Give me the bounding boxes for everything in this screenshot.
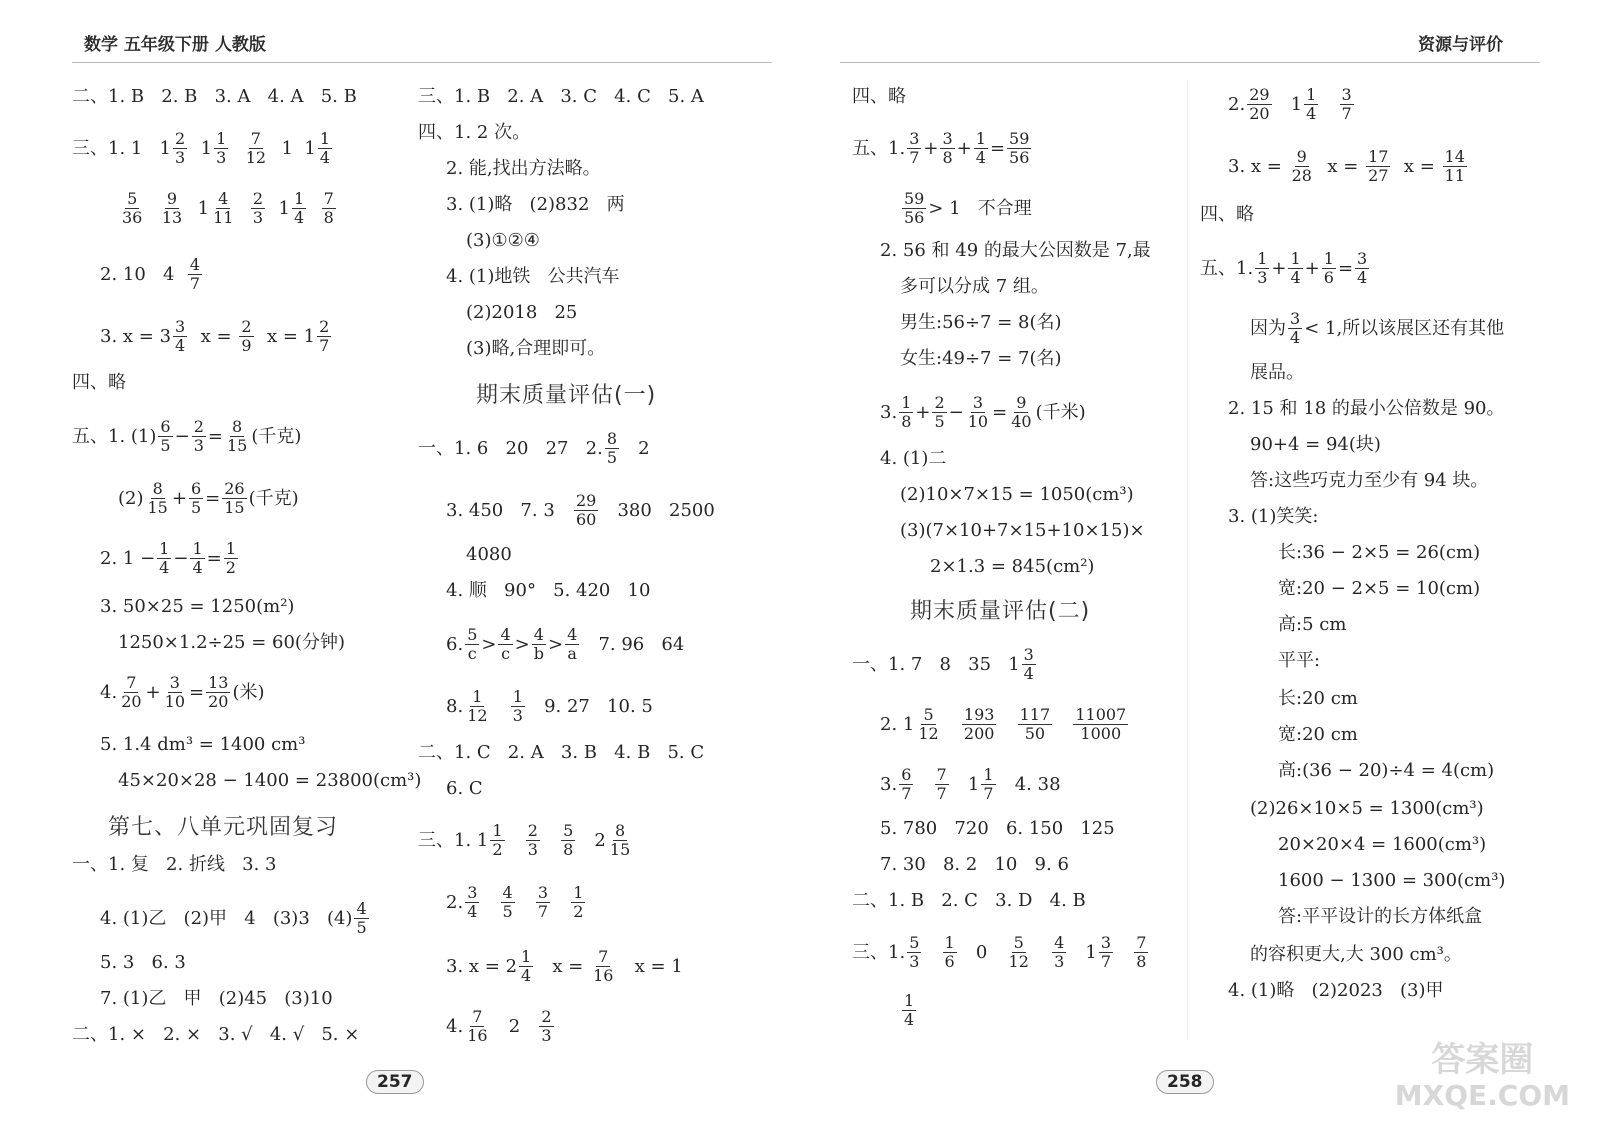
section-heading: 期末质量评估(二): [910, 599, 1091, 624]
answer-line: (2)2018 25: [466, 302, 578, 323]
fraction: $\frac{1}{3}$: [1257, 249, 1268, 287]
answer-line: 4. (1)二: [880, 448, 947, 469]
answer-line: 20×20×4 = 1600(cm³): [1278, 834, 1487, 855]
answer-line: 四、略: [72, 372, 126, 393]
answer-line: 45×20×28 − 1400 = 23800(cm³): [118, 770, 422, 791]
fraction: $\frac{5}{c}$: [467, 625, 478, 663]
answer-line: 4. (1)地铁 公共汽车: [446, 266, 620, 287]
fraction: $\frac{3}{4}$: [1023, 645, 1034, 683]
fraction: $\frac{4}{11}$: [213, 189, 234, 227]
fraction: $\frac{1}{4}$: [319, 129, 331, 167]
watermark-logo: [1395, 1042, 1570, 1114]
answer-line: 2. 10 4 $\frac{4}{7}$: [100, 255, 201, 293]
watermark-line1: 答案圈: [1431, 1040, 1534, 1080]
fraction: $\frac{5}{3}$: [909, 933, 920, 971]
answer-line: 宽:20 cm: [1278, 724, 1358, 745]
header-title-right: 资源与评价: [1418, 35, 1503, 55]
answer-line: 平平:: [1278, 650, 1321, 671]
answer-line: 7. 30 8. 2 10 9. 6: [880, 854, 1069, 875]
answer-line: 2. 1 $\frac{5}{12}$ $\frac{193}{200}$ $\frac{117}{50}$ $\frac{11007}{1000}$: [880, 705, 1127, 743]
fraction: $\frac{29}{20}$: [1249, 85, 1270, 123]
fraction: $\frac{5}{36}$: [122, 189, 143, 227]
fraction: $\frac{13}{20}$: [208, 673, 229, 711]
answer-line: 4. $\frac{7}{16}$ 2 $\frac{2}{3}$: [446, 1007, 552, 1045]
answer-line: 二、1. C 2. A 3. B 4. B 5. C: [418, 742, 705, 763]
answer-line: 四、略: [1200, 204, 1254, 225]
header-title-left: 数学 五年级下册 人教版: [84, 35, 266, 55]
answer-line: 4. (1)乙 (2)甲 4 (3)3 (4) $\frac{4}{5}$: [100, 899, 367, 937]
fraction: $\frac{8}{15}$: [226, 417, 248, 455]
answer-line: 2. $\frac{29}{20}$ 1 $\frac{1}{4}$ $\frac{3}{7}$: [1228, 85, 1352, 123]
answer-line: 6. C: [446, 778, 483, 799]
fraction: $\frac{1}{6}$: [1323, 249, 1334, 287]
fraction: $\frac{6}{5}$: [160, 417, 171, 455]
fraction: $\frac{1}{4}$: [521, 947, 532, 985]
answer-line: 7. (1)乙 甲 (2)45 (3)10: [100, 988, 333, 1009]
answer-line: 四、略: [852, 86, 906, 107]
answer-line: 的容积更大,大 300 cm³。: [1250, 944, 1462, 965]
answer-line: 五、1. (1) $\frac{6}{5}$ − $\frac{2}{3}$ = $\frac{8}{15}$ (千克): [72, 417, 302, 455]
page-number-left: 257: [366, 1070, 424, 1094]
answer-line: 因为 $\frac{3}{4}$ < 1,所以该展区还有其他: [1250, 309, 1505, 347]
fraction: $\frac{1}{4}$: [159, 539, 170, 577]
answer-line: 四、1. 2 次。: [418, 122, 531, 143]
fraction: $\frac{3}{4}$: [467, 883, 478, 921]
header-rule-left: [72, 62, 772, 63]
fraction: $\frac{3}{10}$: [967, 393, 989, 431]
fraction: $\frac{14}{11}$: [1444, 147, 1465, 185]
section-heading: 期末质量评估(一): [476, 383, 657, 408]
fraction: $\frac{5}{12}$: [918, 705, 939, 743]
fraction: $\frac{4}{5}$: [356, 899, 367, 937]
answer-line: 二、1. × 2. × 3. √ 4. √ 5. ×: [72, 1024, 360, 1045]
page-number-right: 258: [1156, 1070, 1214, 1094]
fraction: $\frac{2}{3}$: [193, 417, 204, 455]
fraction: $\frac{4}{a}$: [567, 625, 578, 663]
fraction: $\frac{7}{7}$: [936, 765, 947, 803]
fraction: $\frac{2}{3}$: [252, 189, 264, 227]
answer-line: 1600 − 1300 = 300(cm³): [1278, 870, 1506, 891]
answer-line: 3. (1)笑笑:: [1228, 506, 1319, 527]
answer-line: 2×1.3 = 845(cm²): [930, 556, 1095, 577]
answer-line: 长:20 cm: [1278, 688, 1358, 709]
fraction: $\frac{8}{5}$: [606, 429, 618, 467]
answer-line: 五、1. $\frac{3}{7}$ + $\frac{3}{8}$ + $\frac{1}{4}$ = $\frac{59}{56}$: [852, 129, 1030, 167]
answer-line: 5. 3 6. 3: [100, 952, 186, 973]
fraction: $\frac{4}{c}$: [500, 625, 511, 663]
fraction: $\frac{6}{5}$: [190, 479, 202, 517]
fraction: $\frac{5}{8}$: [563, 821, 574, 859]
answer-line: (2)26×10×5 = 1300(cm³): [1250, 798, 1484, 819]
fraction: $\frac{2}{9}$: [241, 317, 252, 355]
fraction: $\frac{2}{3}$: [174, 129, 186, 167]
answer-line: 二、1. B 2. B 3. A 4. A 5. B: [72, 86, 357, 107]
fraction: $\frac{2}{3}$: [541, 1007, 552, 1045]
answer-line: 4. (1)略 (2)2023 (3)甲: [1228, 980, 1444, 1001]
fraction: $\frac{3}{7}$: [1341, 85, 1352, 123]
fraction: $\frac{1}{3}$: [512, 687, 523, 725]
answer-line: 3. $\frac{6}{7}$ $\frac{7}{7}$ 1 $\frac{1}{7}$ 4. 38: [880, 765, 1061, 803]
fraction: $\frac{3}{8}$: [942, 129, 953, 167]
answer-line: 五、1. $\frac{1}{3}$ + $\frac{1}{4}$ + $\frac{1}{6}$ = $\frac{3}{4}$: [1200, 249, 1368, 287]
answer-line: 3. x = $\frac{9}{28}$ x = $\frac{17}{27}$ x = $\frac{14}{11}$: [1228, 147, 1465, 185]
answer-line: 2. 15 和 18 的最小公倍数是 90。: [1228, 398, 1505, 419]
fraction: $\frac{1}{8}$: [901, 393, 912, 431]
fraction: $\frac{26}{15}$: [224, 479, 245, 517]
fraction: $\frac{1}{4}$: [1290, 249, 1301, 287]
answer-line: 90+4 = 94(块): [1250, 434, 1381, 455]
answer-line: (2) $\frac{8}{15}$ + $\frac{6}{5}$ = $\frac{26}{15}$ (千克): [118, 479, 299, 517]
fraction: $\frac{117}{50}$: [1019, 705, 1051, 743]
fraction: $\frac{8}{15}$: [609, 821, 631, 859]
answer-line: 一、1. 6 20 27 2. $\frac{8}{5}$ 2: [418, 429, 650, 467]
answer-line: 宽:20 − 2×5 = 10(cm): [1278, 578, 1481, 599]
answer-line: 2. 能,找出方法略。: [446, 158, 601, 179]
fraction: $\frac{9}{40}$: [1011, 393, 1032, 431]
fraction: $\frac{59}{56}$: [1009, 129, 1030, 167]
answer-line: 三、1. 1 1 $\frac{2}{3}$ 1 $\frac{1}{3}$ $\frac{7}{12}$ 1 1 $\frac{1}{4}$: [72, 129, 331, 167]
fraction: $\frac{3}{4}$: [1290, 309, 1301, 347]
fraction: $\frac{3}{7}$: [537, 883, 549, 921]
answer-line: 3. $\frac{1}{8}$ + $\frac{2}{5}$ − $\frac{3}{10}$ = $\frac{9}{40}$ (千米): [880, 393, 1086, 431]
fraction: $\frac{7}{16}$: [593, 947, 614, 985]
fraction: $\frac{1}{2}$: [573, 883, 584, 921]
answer-line: 8. $\frac{1}{12}$ $\frac{1}{3}$ 9. 27 10. 5: [446, 687, 653, 725]
answer-line: $\frac{5}{36}$ $\frac{9}{13}$ 1 $\frac{4}{11}$ $\frac{2}{3}$ 1 $\frac{1}{4}$ $\frac{7}{8}$: [122, 189, 334, 227]
answer-line: 男生:56÷7 = 8(名): [900, 312, 1062, 333]
fraction: $\frac{9}{13}$: [161, 189, 183, 227]
answer-line: 三、1. $\frac{5}{3}$ $\frac{1}{6}$ 0 $\frac{5}{12}$ $\frac{4}{3}$ 1 $\frac{3}{7}$ $\frac{7}{8}$: [852, 933, 1147, 971]
fraction: $\frac{29}{60}$: [575, 491, 597, 529]
fraction: $\frac{193}{200}$: [963, 705, 995, 743]
fraction: $\frac{1}{4}$: [975, 129, 986, 167]
answer-line: 3. x = 2 $\frac{1}{4}$ x = $\frac{7}{16}$ x = 1: [446, 947, 683, 985]
answer-line: 5. 1.4 dm³ = 1400 cm³: [100, 734, 306, 755]
answer-line: 3. 450 7. 3 $\frac{29}{60}$ 380 2500: [446, 491, 715, 529]
answer-line: 3. (1)略 (2)832 两: [446, 194, 625, 215]
answer-line: (2)10×7×15 = 1050(cm³): [900, 484, 1134, 505]
fraction: $\frac{4}{3}$: [1054, 933, 1065, 971]
answer-line: 三、1. 1 $\frac{1}{2}$ $\frac{2}{3}$ $\frac{5}{8}$ 2 $\frac{8}{15}$: [418, 821, 631, 859]
fraction: $\frac{8}{15}$: [147, 479, 168, 517]
fraction: $\frac{1}{2}$: [225, 539, 236, 577]
fraction: $\frac{1}{3}$: [216, 129, 227, 167]
answer-line: 答:这些巧克力至少有 94 块。: [1250, 470, 1489, 491]
answer-line: 3. x = 3 $\frac{3}{4}$ x = $\frac{2}{9}$ x = 1 $\frac{2}{7}$: [100, 317, 330, 355]
answer-line: 一、1. 复 2. 折线 3. 3: [72, 854, 277, 875]
answer-line: $\frac{59}{56}$ > 1 不合理: [904, 189, 1032, 227]
answer-line: (3)略,合理即可。: [466, 338, 606, 359]
answer-line: [900, 992, 918, 1029]
column-divider: [1187, 80, 1188, 1040]
fraction: $\frac{1}{6}$: [944, 933, 955, 971]
answer-line: 长:36 − 2×5 = 26(cm): [1278, 542, 1481, 563]
fraction: $\frac{59}{56}$: [904, 189, 925, 227]
answer-line: 展品。: [1250, 362, 1304, 383]
answer-line: (3)①②④: [466, 230, 540, 251]
fraction: $\frac{7}{12}$: [245, 129, 267, 167]
answer-line: 4. 顺 90° 5. 420 10: [446, 580, 651, 601]
answer-line: 二、1. B 2. C 3. D 4. B: [852, 890, 1086, 911]
fraction: $\frac{2}{3}$: [527, 821, 538, 859]
fraction: $\frac{7}{8}$: [323, 189, 334, 227]
watermark-line2: MXQE.COM: [1394, 1079, 1570, 1112]
fraction: $\frac{3}{7}$: [909, 129, 920, 167]
fraction: $\frac{3}{7}$: [1100, 933, 1112, 971]
answer-line: (3)(7×10+7×15+10×15)×: [900, 520, 1145, 541]
fraction: $\frac{3}{10}$: [164, 673, 185, 711]
fraction: $\frac{7}{16}$: [467, 1007, 488, 1045]
answer-line: 高:(36 − 20)÷4 = 4(cm): [1278, 760, 1495, 781]
fraction: $\frac{7}{20}$: [121, 673, 142, 711]
fraction: $\frac{2}{7}$: [319, 317, 330, 355]
fraction: $\frac{1}{4}$: [192, 539, 203, 577]
fraction: $\frac{3}{4}$: [175, 317, 186, 355]
fraction: $\frac{9}{28}$: [1291, 147, 1312, 185]
answer-line: 5. 780 720 6. 150 125: [880, 818, 1115, 839]
answer-line: 3. 50×25 = 1250(m²): [100, 596, 295, 617]
fraction: $\frac{4}{5}$: [502, 883, 513, 921]
answer-line: 答:平平设计的长方体纸盒: [1278, 906, 1483, 927]
fraction: $\frac{1}{2}$: [492, 821, 503, 859]
fraction: $\frac{1}{4}$: [293, 189, 305, 227]
answer-line: 高:5 cm: [1278, 614, 1347, 635]
answer-line: 1250×1.2÷25 = 60(分钟): [118, 632, 345, 653]
answer-line: 2. 56 和 49 的最大公因数是 7,最: [880, 240, 1151, 261]
fraction: $\frac{1}{4}$: [904, 991, 915, 1029]
answer-line: 一、1. 7 8 35 1 $\frac{3}{4}$: [852, 645, 1034, 683]
fraction: $\frac{2}{5}$: [934, 393, 945, 431]
fraction: $\frac{6}{7}$: [901, 765, 912, 803]
fraction: $\frac{1}{12}$: [467, 687, 488, 725]
answer-line: 三、1. B 2. A 3. C 4. C 5. A: [418, 86, 704, 107]
answer-line: 女生:49÷7 = 7(名): [900, 348, 1062, 369]
answer-line: 2. 1 − $\frac{1}{4}$ − $\frac{1}{4}$ = $\frac{1}{2}$: [100, 539, 236, 577]
fraction: $\frac{5}{12}$: [1008, 933, 1029, 971]
header-rule-right: [840, 62, 1540, 63]
answer-line: 4. $\frac{7}{20}$ + $\frac{3}{10}$ = $\frac{13}{20}$ (米): [100, 673, 265, 711]
fraction: $\frac{1}{4}$: [1306, 85, 1317, 123]
fraction: $\frac{11007}{1000}$: [1075, 705, 1127, 743]
fraction: $\frac{3}{4}$: [1357, 249, 1368, 287]
fraction: $\frac{7}{8}$: [1136, 933, 1147, 971]
fraction: $\frac{4}{b}$: [533, 625, 544, 663]
fraction: $\frac{17}{27}$: [1368, 147, 1389, 185]
fraction: $\frac{4}{7}$: [189, 255, 201, 293]
fraction: $\frac{1}{7}$: [983, 765, 994, 803]
answer-line: 6. $\frac{5}{c}$ > $\frac{4}{c}$ > $\frac{4}{b}$ > $\frac{4}{a}$ 7. 96 64: [446, 625, 685, 663]
section-heading: 第七、八单元巩固复习: [108, 815, 339, 840]
answer-line: 4080: [466, 544, 512, 565]
answer-line: 多可以分成 7 组。: [900, 276, 1049, 297]
answer-line: 2. $\frac{3}{4}$ $\frac{4}{5}$ $\frac{3}{7}$ $\frac{1}{2}$: [446, 883, 584, 921]
